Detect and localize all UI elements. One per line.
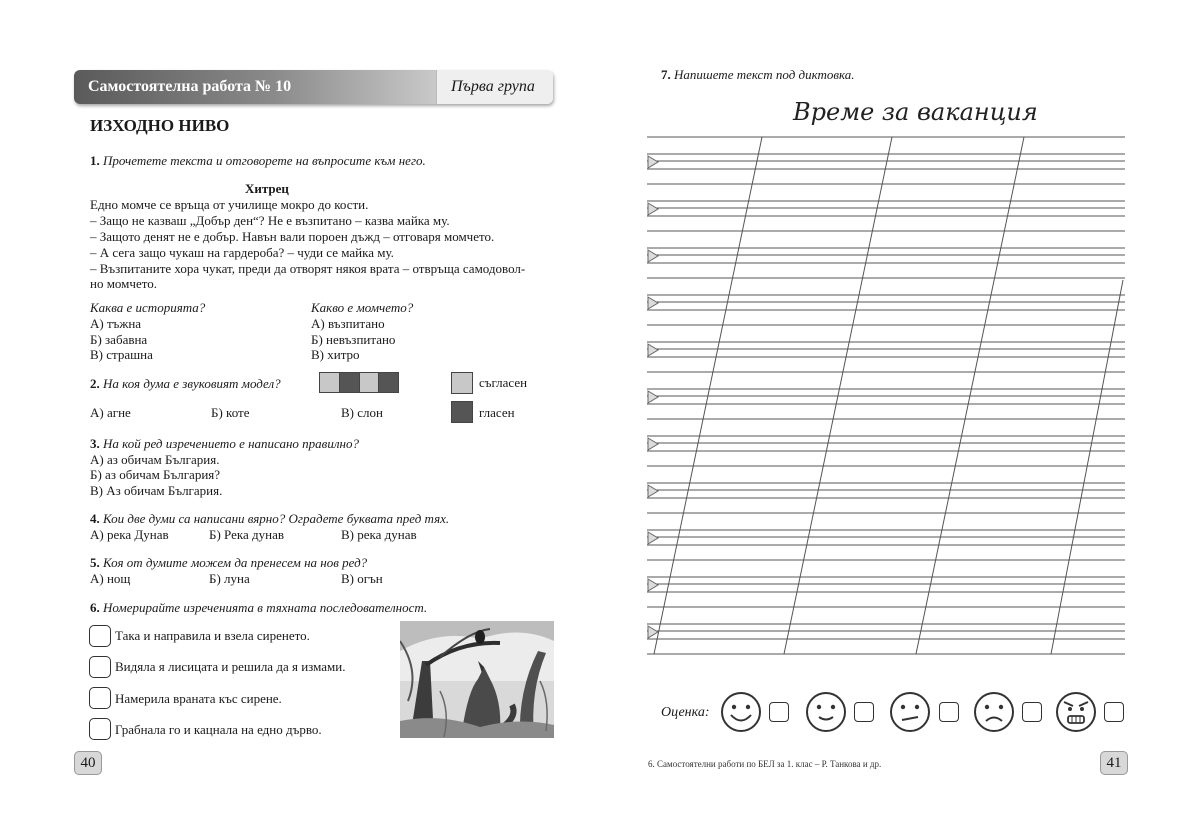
task5-heading <box>90 555 367 571</box>
grade-checkbox-average[interactable] <box>939 702 959 722</box>
task3-num: 3. <box>90 436 100 451</box>
option[interactable]: А) нощ <box>90 571 131 586</box>
story-line: – Защото денят не е добър. Навън вали пороен дъжд – отговаря момчето. <box>90 229 495 244</box>
option[interactable]: А) река Дунав <box>90 527 169 542</box>
task1-prompt: Прочетете текста и отговорете на въпросите към него. <box>103 153 426 168</box>
section-title: ИЗХОДНО НИВО <box>90 116 230 135</box>
option[interactable]: А) агне <box>90 405 131 420</box>
story-line: но момчето. <box>90 276 157 291</box>
grade-label: Оценка: <box>661 705 710 720</box>
task2-heading <box>90 376 281 392</box>
task3-prompt: На кой ред изречението е написано правилно? <box>103 436 359 451</box>
story-line: – А сега защо чукаш на гардероба? – чуди се майка му. <box>90 245 394 260</box>
option[interactable]: В) хитро <box>311 347 360 362</box>
question-story-type: Каква е историята? <box>90 300 206 315</box>
sequence-sentence: Така и направила и взела сиренето. <box>115 628 310 643</box>
footer-credit: 6. Самостоятелни работи по БЕЛ за 1. клас – Р. Танкова и др. <box>648 759 882 769</box>
task3-heading <box>90 436 359 452</box>
number-box[interactable] <box>89 687 111 709</box>
option[interactable]: В) страшна <box>90 347 153 362</box>
task2-num: 2. <box>90 376 100 391</box>
header-group: Първа група <box>451 78 535 95</box>
option[interactable]: В) слон <box>341 405 383 420</box>
header-title-band <box>74 70 436 104</box>
legend-consonant-label: съгласен <box>479 375 528 390</box>
sequence-sentence: Видяла я лисицата и решила да я измами. <box>115 659 346 674</box>
option[interactable]: В) огън <box>341 571 383 586</box>
task6-heading <box>90 600 427 616</box>
task5-prompt: Коя от думите можем да пренесем на нов ред? <box>103 555 368 570</box>
sound-consonant <box>320 373 340 392</box>
option[interactable]: Б) коте <box>211 405 250 420</box>
grade-checkbox-fail[interactable] <box>1104 702 1124 722</box>
page-number-right: 41 <box>1100 751 1128 775</box>
option[interactable]: А) възпитано <box>311 316 385 331</box>
ruled-lines <box>647 137 1125 654</box>
number-box[interactable] <box>89 656 111 678</box>
legend-vowel-label: гласен <box>479 405 515 420</box>
neutral-face-icon <box>888 690 932 734</box>
grade-checkbox-good[interactable] <box>854 702 874 722</box>
question-boy-type: Какво е момчето? <box>311 300 414 315</box>
option[interactable]: Б) забавна <box>90 332 148 347</box>
very-happy-face-icon <box>719 690 763 734</box>
task2-prompt: На коя дума е звуковият модел? <box>103 376 281 391</box>
story-line: Едно момче се връща от училище мокро до кости. <box>90 197 369 212</box>
sound-vowel <box>340 373 360 392</box>
dictation-writing-area[interactable] <box>640 130 1130 660</box>
grade-checkbox-excellent[interactable] <box>769 702 789 722</box>
task7-prompt: Напишете текст под диктовка. <box>674 67 855 82</box>
story-line: – Възпитаните хора чукат, преди да отворят някоя врата – отвръща самодовол- <box>90 261 526 276</box>
option[interactable]: Б) невъзпитано <box>311 332 396 347</box>
sequence-sentence: Намерила враната къс сирене. <box>115 691 282 706</box>
option[interactable]: Б) луна <box>209 571 250 586</box>
option[interactable]: А) аз обичам България. <box>90 452 220 467</box>
task1-heading <box>90 153 426 169</box>
task4-heading <box>90 511 449 527</box>
grade-checkbox-poor[interactable] <box>1022 702 1042 722</box>
task4-prompt: Кои две думи са написани вярно? Оградете буквата пред тях. <box>103 511 450 526</box>
legend-consonant-swatch <box>451 372 473 394</box>
happy-face-icon <box>804 690 848 734</box>
task6-num: 6. <box>90 600 100 615</box>
number-box[interactable] <box>89 625 111 647</box>
number-box[interactable] <box>89 718 111 740</box>
sound-consonant <box>360 373 380 392</box>
task7-heading <box>661 67 855 83</box>
header-group-band <box>436 70 553 104</box>
task5-num: 5. <box>90 555 100 570</box>
header-title: Самостоятелна работа № 10 <box>88 78 292 95</box>
line-start-markers <box>648 156 658 638</box>
option[interactable]: Б) Река дунав <box>209 527 284 542</box>
sound-vowel <box>379 373 398 392</box>
worksheet-header <box>74 70 553 104</box>
task4-num: 4. <box>90 511 100 526</box>
option[interactable]: Б) аз обичам България? <box>90 467 221 482</box>
sequence-sentence: Грабнала го и кацнала на едно дърво. <box>115 722 322 737</box>
story-title: Хитрец <box>245 181 289 196</box>
option[interactable]: А) тъжна <box>90 316 142 331</box>
handwriting-title: Време за ваканция <box>793 98 1038 126</box>
task6-prompt: Номерирайте изреченията в тяхната последователност. <box>103 600 428 615</box>
task7-num: 7. <box>661 67 671 82</box>
story-line: – Защо не казваш „Добър ден“? Не е възпитано – казва майка му. <box>90 213 450 228</box>
sound-model <box>319 372 399 393</box>
task1-num: 1. <box>90 153 100 168</box>
option[interactable]: В) река дунав <box>341 527 417 542</box>
angry-face-icon <box>1054 690 1098 734</box>
fox-and-crow-illustration <box>400 621 554 738</box>
page-number-left: 40 <box>74 751 102 775</box>
sad-face-icon <box>972 690 1016 734</box>
option[interactable]: В) Аз обичам България. <box>90 483 223 498</box>
legend-vowel-swatch <box>451 401 473 423</box>
